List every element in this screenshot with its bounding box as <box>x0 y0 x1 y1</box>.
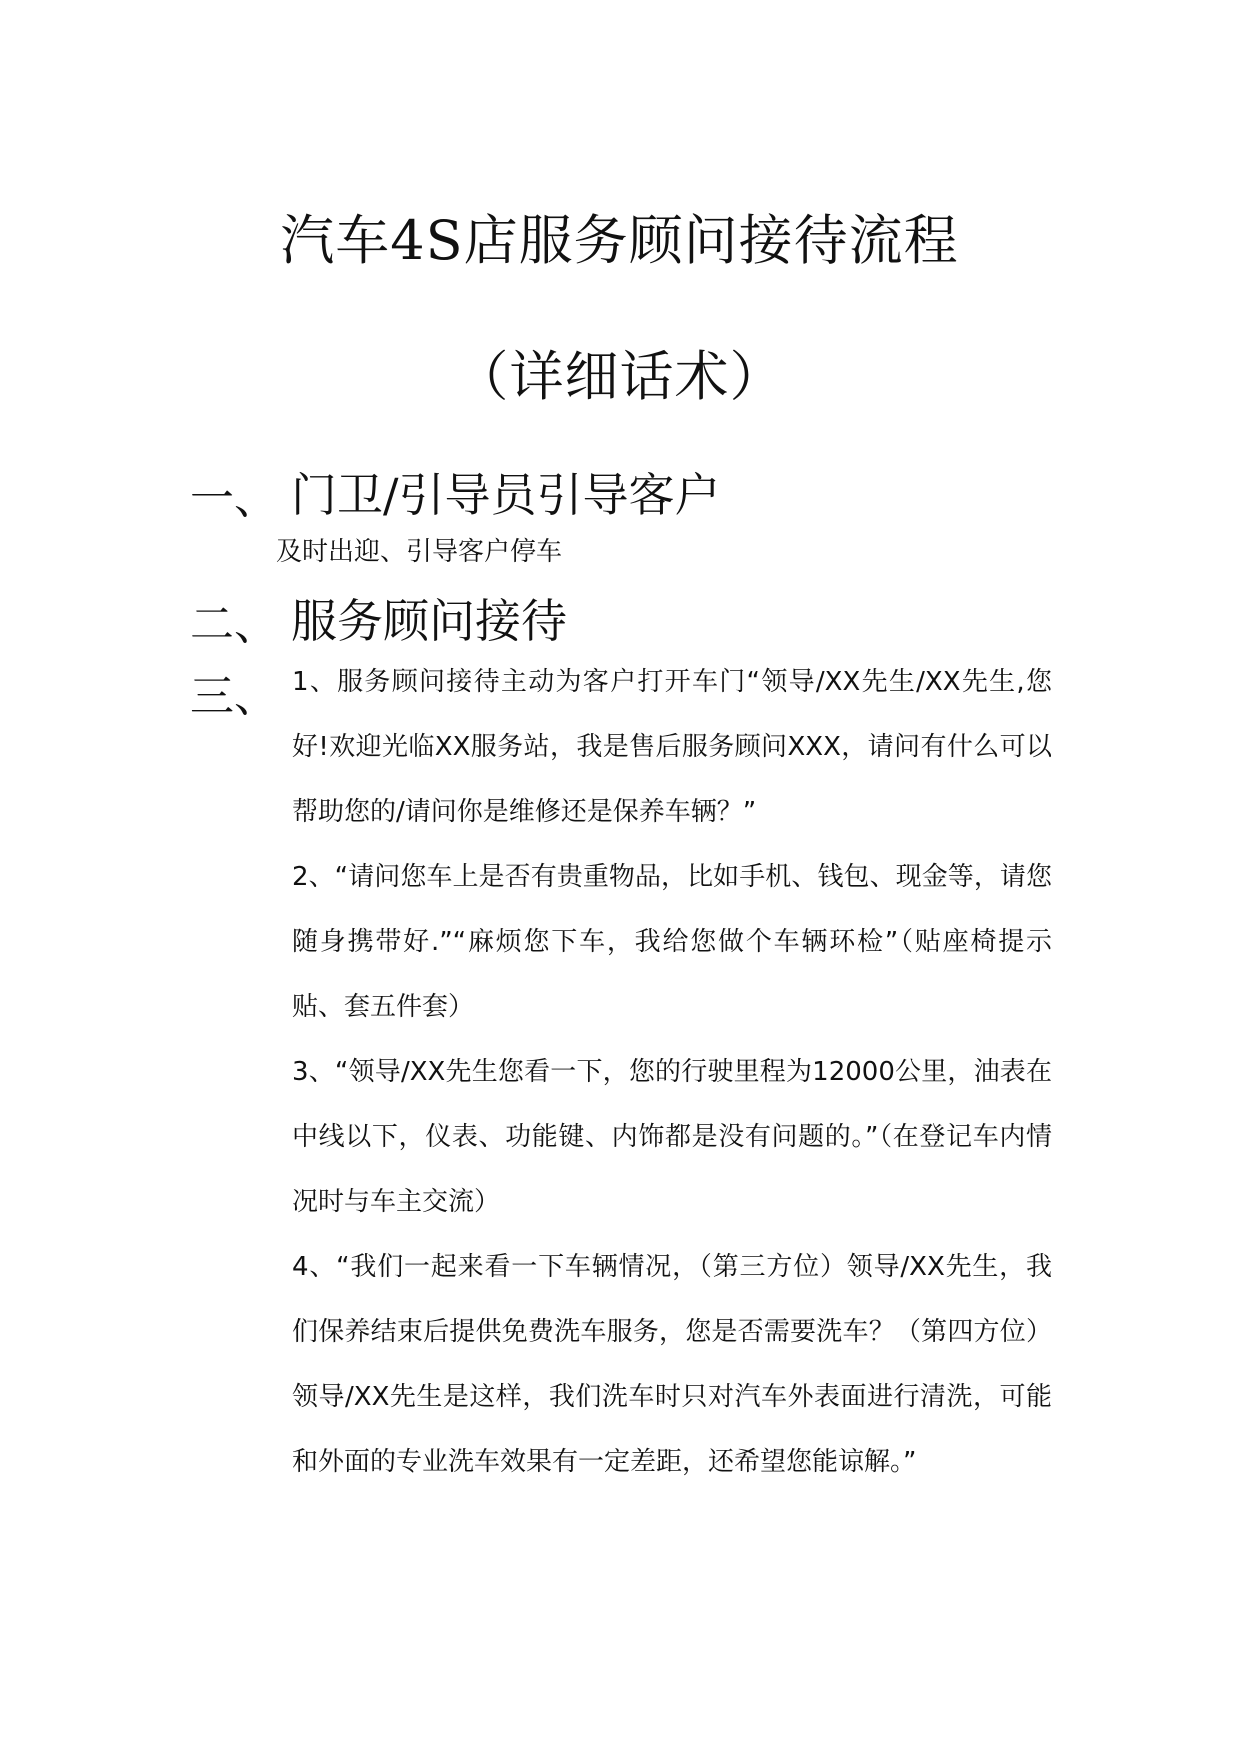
document-title: 汽车4S店服务顾问接待流程 <box>280 209 959 272</box>
section-3-marker: 三、 <box>190 671 278 722</box>
dialogue-paragraph-2: 2、“请问您车上是否有贵重物品，比如手机、钱包、现金等，请您随身携带好.”“麻烦您下车，我给您做个车辆环检”（贴座椅提示贴、套五件套） <box>292 862 1052 1022</box>
dialogue-paragraph-3: 3、“领导/XX先生您看一下，您的行驶里程为12000公里，油表在中线以下，仪表、功能键、内饰都是没有问题的。”（在登记车内情况时与车主交流） <box>292 1057 1052 1217</box>
dialogue-paragraph-1: 1、服务顾问接待主动为客户打开车门“领导/XX先生/XX先生,您好!欢迎光临XX服务站，我是售后服务顾问XXX，请问有什么可以帮助您的/请问你是维修还是保养车辆？” <box>292 667 1052 827</box>
section-1-heading: 门卫/引导员引导客户 <box>291 468 721 522</box>
section-1-marker: 一、 <box>190 473 278 524</box>
section-1-subtext: 及时出迎、引导客户停车 <box>276 537 563 567</box>
document-subtitle: （详细话术） <box>454 345 785 408</box>
section-2-marker: 二、 <box>190 599 278 650</box>
section-2-heading: 服务顾问接待 <box>291 594 567 648</box>
dialogue-paragraph-4: 4、“我们一起来看一下车辆情况，（第三方位）领导/XX先生，我们保养结束后提供免费洗车服务，您是否需要洗车？（第四方位）领导/XX先生是这样，我们洗车时只对汽车外表面进行清洗，可能和外面的专业洗车效果有一定差距，还希望您能谅解。” <box>292 1252 1052 1477</box>
